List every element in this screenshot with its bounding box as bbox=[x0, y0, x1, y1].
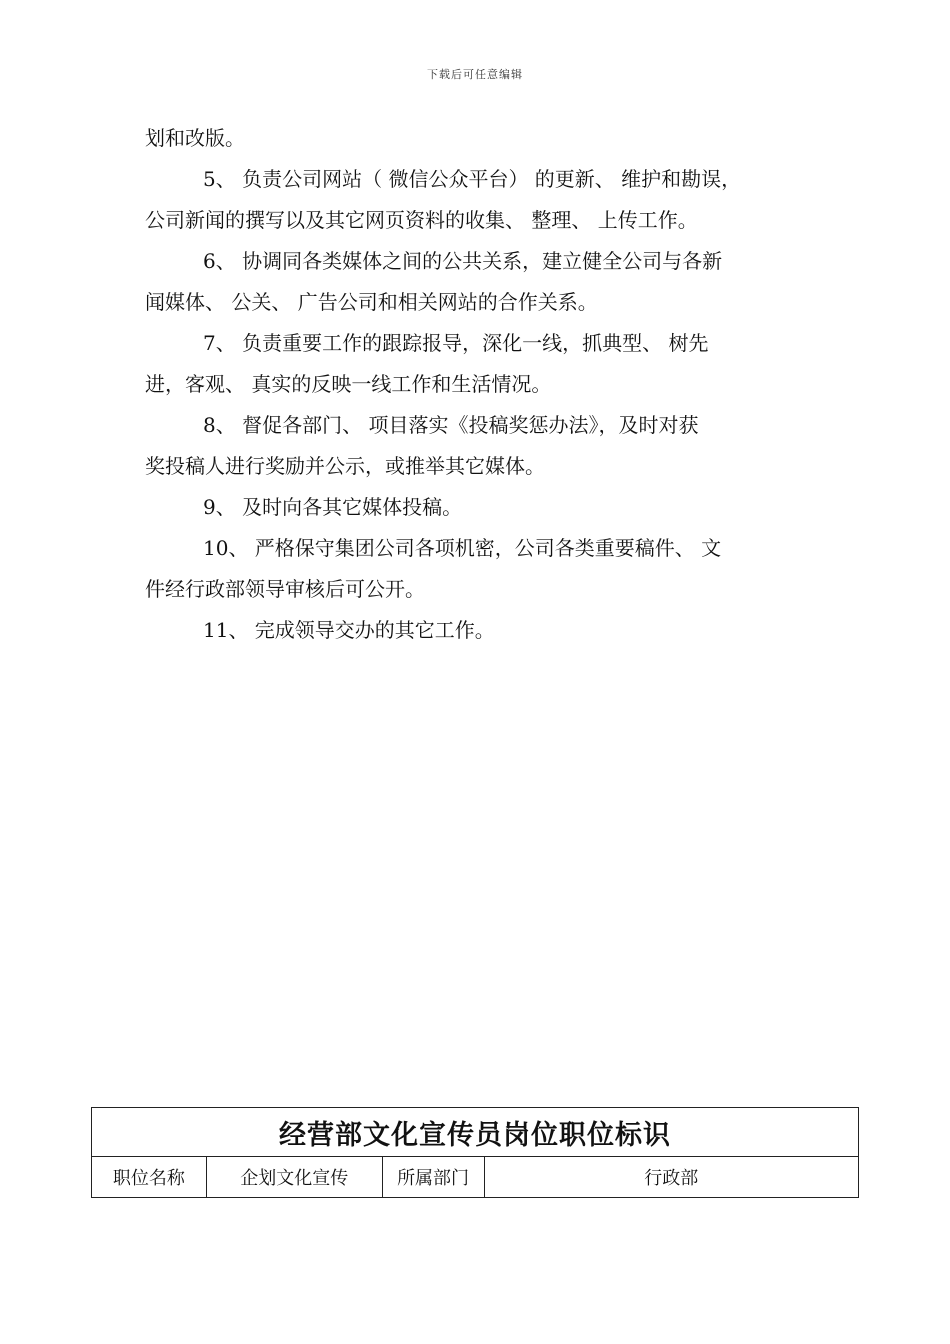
body-line: 10、 严格保守集团公司各项机密，公司各类重要稿件、 文 bbox=[203, 536, 722, 560]
department-label: 所属部门 bbox=[382, 1157, 484, 1198]
table-title: 经营部文化宣传员岗位职位标识 bbox=[92, 1108, 859, 1157]
body-line: 奖投稿人进行奖励并公示，或推举其它媒体。 bbox=[145, 454, 545, 478]
header-note: 下载后可任意编辑 bbox=[427, 68, 523, 81]
body-line: 9、 及时向各其它媒体投稿。 bbox=[203, 495, 463, 519]
body-line: 7、 负责重要工作的跟踪报导，深化一线，抓典型、 树先 bbox=[203, 331, 709, 355]
body-line: 闻媒体、 公关、 广告公司和相关网站的合作关系。 bbox=[145, 290, 598, 314]
position-name-label: 职位名称 bbox=[92, 1157, 207, 1198]
body-line: 11、 完成领导交办的其它工作。 bbox=[203, 618, 495, 642]
document-body bbox=[145, 118, 810, 651]
body-line: 8、 督促各部门、 项目落实《投稿奖惩办法》，及时对获 bbox=[203, 413, 699, 437]
department-value: 行政部 bbox=[484, 1157, 859, 1198]
body-line: 件经行政部领导审核后可公开。 bbox=[145, 577, 425, 601]
body-line: 5、 负责公司网站（ 微信公众平台） 的更新、 维护和勘误， bbox=[203, 167, 742, 191]
body-line: 6、 协调同各类媒体之间的公共关系，建立健全公司与各新 bbox=[203, 249, 723, 273]
body-line: 划和改版。 bbox=[145, 126, 245, 150]
position-name-value: 企划文化宣传 bbox=[206, 1157, 382, 1198]
body-line: 公司新闻的撰写以及其它网页资料的收集、 整理、 上传工作。 bbox=[145, 208, 698, 232]
body-line: 进，客观、 真实的反映一线工作和生活情况。 bbox=[145, 372, 552, 396]
position-id-table bbox=[91, 1107, 859, 1198]
